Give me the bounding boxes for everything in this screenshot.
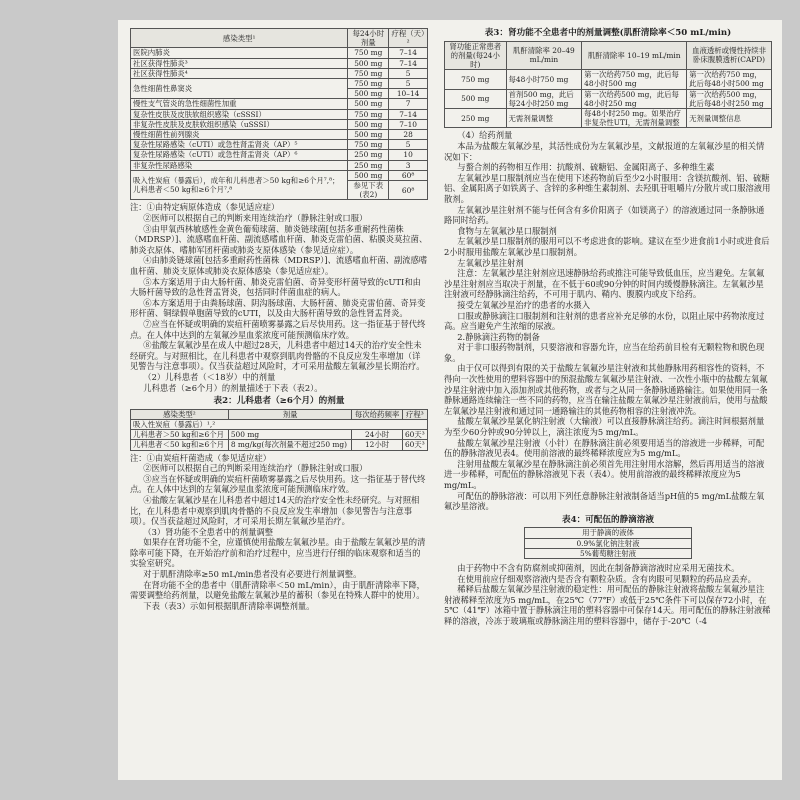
table-row: 儿科患者＜50 kg和≥6个月 8 mg/kg(每次剂量不超过250 mg) 12小时 60天³ bbox=[131, 440, 428, 450]
table1-header-duration: 疗程（天）² bbox=[389, 29, 428, 48]
table2-caption: 表2：儿科患者（≥6个月）的剂量 bbox=[213, 396, 345, 407]
paragraph: 由于药物中不含有防腐剂或抑菌剂，因此在制备静滴溶液时应采用无菌技术。 bbox=[457, 563, 740, 573]
table-row: 吸入性炭疽（暴露后），成年和儿科患者＞50 kg和≥6个月⁷,⁸；儿科患者＜50 kg和≥6个月⁷,⁸ 500 mg 60⁸ bbox=[131, 170, 428, 180]
table-row: 非复杂性皮肤及皮肤软组织感染（uSSSI） 500 mg 7–10 bbox=[131, 119, 428, 129]
paragraph: 注射用盐酸左氧氟沙星在静脉滴注前必须首先用注射用水溶解，然后再用适当的溶液进一步稀释，可配伍的静脉溶液见下表（表4）。使用前溶液的最终稀释浓度应为5 mg/mL。 bbox=[444, 458, 765, 491]
paragraph: 在使用前应仔细观察溶液内是否含有颗粒杂质。含有肉眼可见颗粒的药品应丢弃。 bbox=[457, 573, 756, 584]
section-heading: （2）儿科患者（＜18岁）中的剂量 bbox=[143, 371, 276, 382]
renal-dosage-table bbox=[444, 41, 772, 129]
paragraph: 盐酸左氧氟沙星氯化钠注射液（大输液）可以直接静脉滴注给药。滴注时间根据剂量为至少60分钟或90分钟以上，滴注浓度为5 mg/mL。 bbox=[444, 416, 765, 438]
right-column bbox=[444, 28, 772, 627]
note-line: ⑧盐酸左氧氟沙星在成人中超过28天，儿科患者中超过14天的治疗安全性未经研究。与对照相比，在儿科患者中观察到肌肉骨骼的不良反应发生率增加（详见警告与注意事项）。仅当获益超过风险时，才可采用盐酸左氧氟沙星长期治疗。 bbox=[130, 340, 425, 372]
note-line: ②医师可以根据自己的判断采用连续治疗（静脉注射或口服） bbox=[143, 463, 368, 474]
paragraph: 接受左氧氟沙星治疗的患者的水摄入 bbox=[457, 299, 591, 310]
note-line: ②医师可以根据自己的判断来用连续治疗（静脉注射或口服） bbox=[143, 213, 368, 224]
section-heading: （4）给药剂量 bbox=[457, 130, 513, 141]
note-line: ⑦应当在怀疑或明确的炭疽杆菌喷雾暴露之后尽快用药。这一指征基于替代终点。在人体中达到的左氧氟沙星血浆浓度可能预测临床疗效。 bbox=[130, 318, 426, 340]
paragraph: 食物与左氧氟沙星口服制剂 bbox=[457, 225, 557, 236]
table-row: 250 mg 无需剂量调整 每48小时250 mg。如果治疗非复杂性UTI，无需剂量调整 无剂量调整信息 bbox=[445, 109, 772, 128]
paragraph: 注意：左氧氟沙星注射剂应迅速静脉给药或推注可能导致低血压，应当避免。左氧氟沙星注射剂应当取决于剂量，在不低于60或90分钟的时间内缓慢静脉滴注。左氧氟沙星注射液可经静脉滴注给药，不可用于肌内、鞘内、腹膜内或皮下给药。 bbox=[444, 268, 765, 300]
paragraph: 如果存在肾功能不全，应谨慎使用盐酸左氧氟沙星。由于盐酸左氧氟沙星的清除率可能下降，在开始治疗前和治疗过程中，应当进行仔细的临床观察和适当的实验室研究。 bbox=[130, 537, 426, 569]
note-line: ⑥本方案适用于由粪肠球菌、阴沟肠球菌、大肠杆菌、肺炎克雷伯菌、奇异变形杆菌、铜绿假单胞菌导致的cUTI，以及由大肠杆菌导致的急性肾盂肾炎。 bbox=[130, 297, 426, 319]
table-row: 医院内肺炎 750 mg 7–14 bbox=[131, 48, 428, 58]
table4-caption: 表4：可配伍的静滴溶液 bbox=[562, 514, 654, 525]
paragraph: 在肾功能不全的患者中（肌酐清除率＜50 mL/min），由于肌酐清除率下降，需要调整给药剂量，以避免盐酸左氧氟沙星的蓄积（参见在特殊人群中的使用）。 bbox=[130, 579, 425, 601]
table-row: 5%葡萄糖注射液 bbox=[525, 548, 692, 558]
table3-caption: 表3：肾功能不全患者中的剂量调整(肌酐清除率＜50 mL/min) bbox=[484, 28, 732, 38]
table3-header-dialysis: 血液透析或慢性持续非卧床腹膜透析(CAPD) bbox=[687, 41, 772, 70]
note-line: 注：①由炭疽杆菌造成（参见适应症） bbox=[130, 452, 272, 463]
table-row: 慢性细菌性前列腺炎 500 mg 28 bbox=[131, 130, 428, 140]
table3-header-normal: 肾功能正常患者的剂量(每24小时) bbox=[445, 41, 507, 70]
table1-header-dose: 每24小时剂量 bbox=[348, 29, 389, 48]
table-row: 500 mg 10–14 bbox=[131, 89, 428, 99]
section-heading: （3）肾功能不全患者中的剂量调整 bbox=[143, 526, 273, 537]
table1-header-infection: 感染类型¹ bbox=[131, 29, 348, 48]
paragraph: 由于仅可以得到有限的关于盐酸左氧氟沙星注射液和其他静脉用药相容性的资料，不得向一次性使用的塑料容器中的预混盐酸左氧氟沙星注射液、一次性小瓶中的盐酸左氧氟沙星注射液中加入添加剂或其他药物，或者与之从同一条静脉通路输注。如果使用同一条静脉通路连续输注一些不同的药物，应当在输注盐酸左氧氟沙星注射液前后，使用与盐酸左氧氟沙星注射液和通过同一通路输注的其他药物相容的注射液冲洗。 bbox=[444, 363, 768, 416]
paragraph: 对于非口服药物制剂，只要溶液和容器允许，应当在给药前目检有无颗粒物和脱色现象。 bbox=[444, 342, 765, 363]
table-row: 儿科患者＞50 kg和≥6个月 500 mg 24小时 60天³ bbox=[131, 430, 428, 440]
paragraph: 盐酸左氧氟沙星注射液（小针）在静脉滴注前必须要用适当的溶液进一步稀释，可配伍的静脉溶液见表4。使用前溶液的最终稀释浓度应为5 mg/mL。 bbox=[444, 437, 765, 459]
paragraph: 稀释后盐酸左氧氟沙星注射液的稳定性：用可配伍的静脉注射液将盐酸左氧氟沙星注射液稀释至浓度为5 mg/mL，在25℃（77℉）或低于25℃条件下可以保存72小时，在5℃（41℉）冰箱中置于静脉滴注用的塑料容器中可保存14天。用可配伍的静脉注射液稀释的溶液，冷冻于玻璃瓶或静脉滴注用的塑料容器中，储存于-20℃（-4 bbox=[444, 584, 771, 626]
paragraph: 可配伍的静脉溶液：可以用下列任意静脉注射液制备适当pH值的5 mg/mL盐酸左氧氟沙星溶液。 bbox=[444, 490, 765, 512]
table-row: 复杂性皮肤及皮肤软组织感染（cSSSI） 750 mg 7–14 bbox=[131, 109, 428, 119]
table-row: 非复杂性尿路感染 250 mg 3 bbox=[131, 160, 428, 170]
table2-header-duration: 疗程³ bbox=[402, 409, 427, 419]
table3-header-clcr-20-49: 肌酐清除率 20–49 mL/min bbox=[506, 41, 582, 70]
table3-header-clcr-10-19: 肌酐清除率 10–19 mL/min bbox=[582, 41, 687, 70]
table-row: 急性细菌性鼻窦炎 750 mg 5 bbox=[131, 79, 428, 89]
paragraph: 左氧氟沙星口服制剂应当在使用下述药物前后至少2小时服用：含镁抗酸剂、铝、硫糖铝、金属阳离子如铁离子、含锌的多种维生素制剂、去羟肌苷咀嚼片/分散片或口服溶液用散剂。 bbox=[444, 172, 771, 204]
table-row: 750 mg 每48小时750 mg 第一次给药750 mg，此后每48小时500 mg 第一次给药750 mg，此后每48小时500 mg bbox=[445, 70, 772, 89]
paragraph: 左氧氟沙星口服制剂的服用可以不考虑进食的影响。建议在至少进食前1小时或进食后2小时服用盐酸左氧氟沙星口服制剂。 bbox=[444, 236, 770, 257]
table-row: 用于静滴的液体 bbox=[525, 528, 692, 538]
dosage-table-pediatric bbox=[130, 409, 428, 451]
paragraph: 本品为盐酸左氧氟沙星，其活性成份为左氧氟沙星，文献报道的左氧氟沙星的相关情况如下： bbox=[444, 141, 765, 162]
document-page bbox=[118, 20, 782, 780]
paragraph: 下表（表3）示如何根据肌酐清除率调整剂量。 bbox=[143, 600, 315, 611]
left-column bbox=[130, 28, 428, 611]
paragraph: 口服或静脉滴注口服制剂和注射剂的患者应补充足够的水份，以阻止尿中药物浓度过高。应当避免产生浓缩的尿液。 bbox=[444, 310, 765, 332]
paragraph: 儿科患者（≥6个月）的剂量描述于下表（表2）。 bbox=[143, 382, 323, 393]
table-row: 社区获得性肺炎³ 500 mg 7–14 bbox=[131, 58, 428, 68]
table-row: 社区获得性肺炎⁴ 750 mg 5 bbox=[131, 68, 428, 78]
dosage-table-adult bbox=[130, 28, 428, 200]
table-row: 0.9%氯化钠注射液 bbox=[525, 538, 692, 548]
note-line: ④由肺炎链球菌[包括多重耐药性菌株（MDRSP）]、流感嗜血杆菌、副流感嗜血杆菌、肺炎支原体或肺炎衣原体感染（参见适应症）。 bbox=[130, 255, 428, 277]
paragraph: 左氧氟沙星注射剂 bbox=[457, 257, 524, 268]
paragraph: 与螯合剂的药物相互作用：抗酸剂、硫糖铝、金属阳离子、多种维生素 bbox=[457, 162, 715, 173]
paragraph: 左氧氟沙星注射剂不能与任何含有多价阳离子（如镁离子）的溶液通过同一条静脉通路同时给药。 bbox=[444, 204, 765, 226]
note-line: ⑤本方案适用于由大肠杆菌、肺炎克雷伯菌、奇异变形杆菌导致的cUTI和由大肠杆菌导致的急性肾盂肾炎，包括同时伴菌血症的病人。 bbox=[130, 276, 421, 298]
table-row: 500 mg 首剂500 mg，此后每24小时250 mg 第一次给药500 mg，此后每48小时250 mg 第一次给药500 mg，此后每48小时250 mg bbox=[445, 89, 772, 108]
section-heading: 2.静脉滴注药物的制备 bbox=[457, 331, 540, 342]
table2-header-infection: 感染类型² bbox=[131, 409, 229, 419]
table-row: 参见下表(表2) 60⁸ bbox=[131, 181, 428, 200]
table-row: 复杂性尿路感染（cUTI）或急性肾盂肾炎（AP）⁵ 750 mg 5 bbox=[131, 140, 428, 150]
table2-header-frequency: 每次给药频率 bbox=[352, 409, 402, 419]
table-row: 复杂性尿路感染（cUTI）或急性肾盂肾炎（AP）⁶ 250 mg 10 bbox=[131, 150, 428, 160]
note-line: ③由甲氧西林敏感性金黄色葡萄球菌、肺炎链球菌[包括多重耐药性菌株（MDRSP）]、流感嗜血杆菌、副流感嗜血杆菌、肺炎克雷伯菌、粘膜炎莫拉菌、肺炎衣原体、嗜肺军团杆菌或肺炎支原体感染（参见适应症）。 bbox=[130, 223, 428, 255]
compatible-solutions-table bbox=[524, 527, 692, 559]
table2-header-dose: 剂量 bbox=[228, 409, 352, 419]
note-line: 注：①由特定病原体造成（参见适应症） bbox=[130, 202, 280, 213]
note-line: ④盐酸左氧氟沙星在儿科患者中超过14天的治疗安全性未经研究。与对照相比，在儿科患者中观察到肌肉骨骼的不良反应发生率增加（参见警告与注意事项）。仅当获益超过风险时，才可采用长期左氧氟沙星治疗。 bbox=[130, 494, 420, 527]
paragraph: 对于肌酐清除率≥50 mL/min患者没有必要进行剂量调整。 bbox=[143, 569, 362, 580]
table-row: 吸入性炭疽（暴露后）¹,² bbox=[131, 419, 428, 429]
table-row: 慢性支气管炎的急性细菌性加重 500 mg 7 bbox=[131, 99, 428, 109]
note-line: ③应当在怀疑或明确的炭疽杆菌喷雾暴露之后尽快用药。这一指征基于替代终点。在人体中达到的左氧氟沙星血浆浓度可能预测临床疗效。 bbox=[130, 473, 426, 495]
